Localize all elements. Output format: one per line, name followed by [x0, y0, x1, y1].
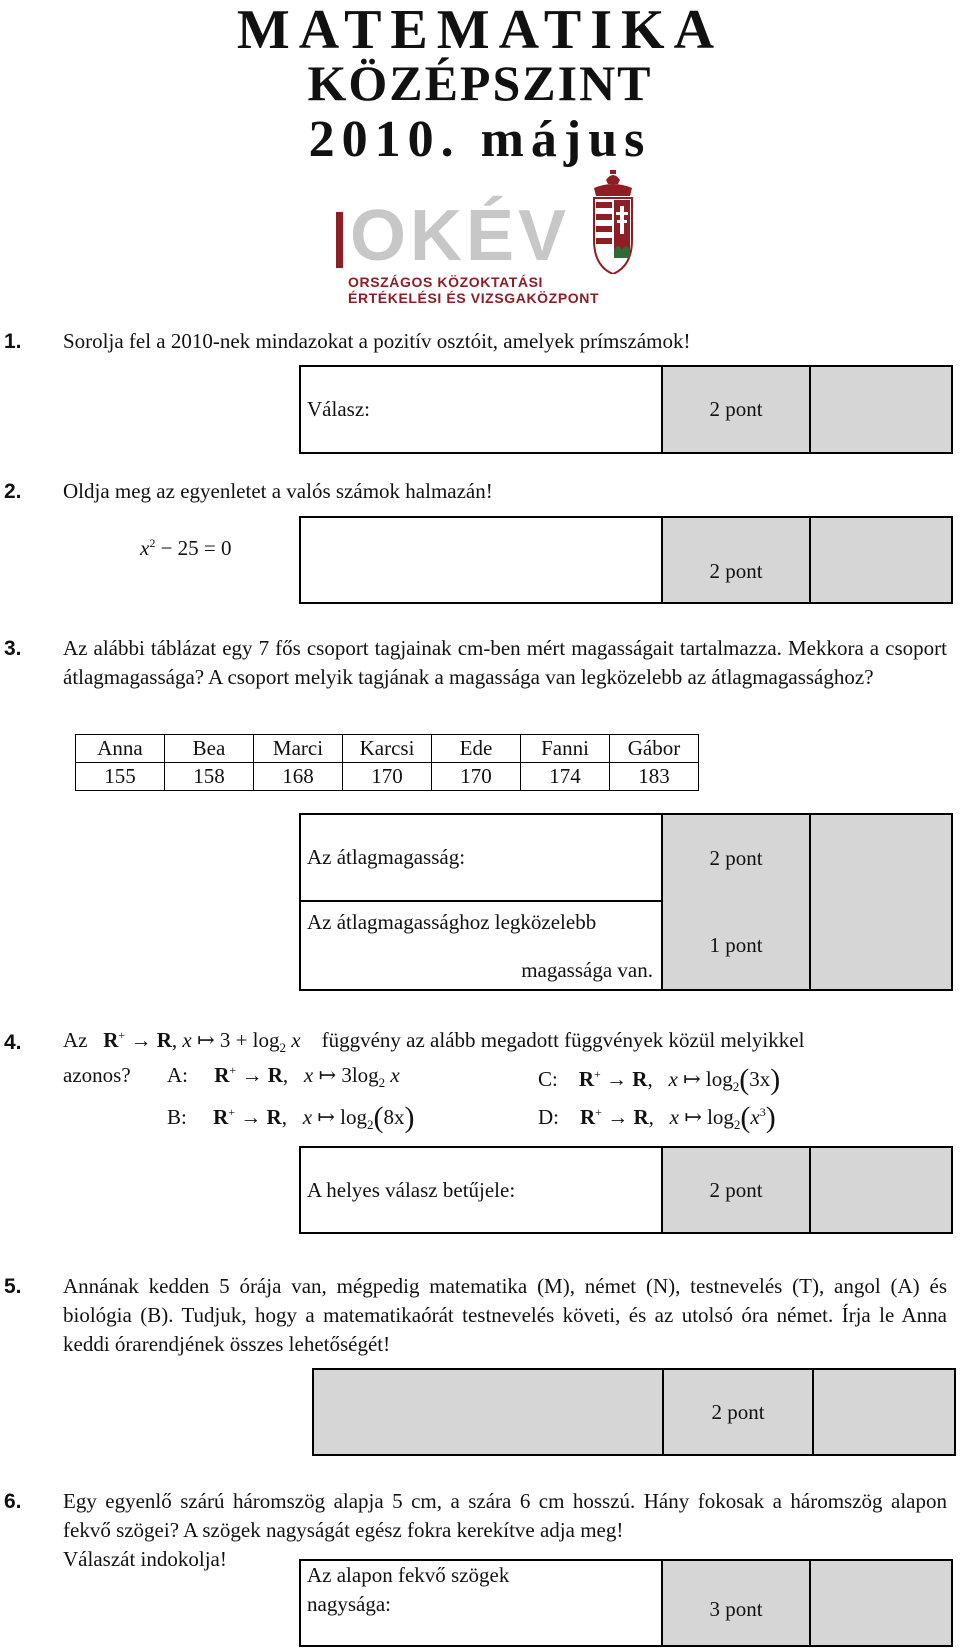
- question-6-score-field[interactable]: [809, 1561, 951, 1645]
- codomain-set: R: [632, 1067, 648, 1091]
- option-b-label: B:: [167, 1105, 187, 1129]
- domain-plus: +: [118, 1028, 126, 1042]
- table-header-cell: Marci: [254, 735, 343, 763]
- logo-subtitle-line1: ORSZÁGOS KÖZOKTATÁSI: [348, 274, 544, 290]
- log-base: 2: [733, 1117, 741, 1133]
- page-title-subject: MATEMATIKA: [236, 0, 724, 61]
- question-4-score-field[interactable]: [809, 1148, 951, 1232]
- question-3-text: Az alábbi táblázat egy 7 fős csoport tagjainak cm-ben mért magasságait tartalmazza. Mekkora a csoport átlagmagassága? A csoport melyik tagjának a magassága van legközelebb az átlagmagassághoz?: [63, 636, 947, 689]
- question-5-points: 2 pont: [662, 1370, 812, 1454]
- question-4-answer-label: A helyes válasz betűjele:: [307, 1177, 516, 1202]
- equation-rest: − 25 = 0: [155, 536, 232, 560]
- question-2-score-field[interactable]: [809, 518, 951, 602]
- question-3-answer2-label-b: magassága van.: [521, 958, 653, 982]
- mapsto-icon: ↦: [683, 1067, 701, 1091]
- table-cell: 155: [76, 763, 165, 791]
- table-cell: 170: [432, 763, 521, 791]
- question-6-answer-label-b: nagysága:: [307, 1592, 391, 1616]
- mapsto-icon: ↦: [317, 1105, 335, 1129]
- question-3-answer2-score-field[interactable]: [809, 902, 951, 989]
- question-4-answer-box: [299, 1146, 953, 1234]
- domain-set: R: [580, 1105, 596, 1129]
- question-4-points: 2 pont: [661, 1148, 809, 1232]
- codomain-set: R: [266, 1105, 282, 1129]
- question-2-equation: [140, 536, 232, 561]
- question-1-score-field[interactable]: [809, 367, 951, 452]
- option-d: D: R+ → R, x ↦ $\log_2(x^3)$: [538, 1101, 776, 1134]
- option-c-argument: 3x: [749, 1067, 771, 1091]
- table-header-cell: Bea: [165, 735, 254, 763]
- variable-x: x: [182, 1028, 192, 1052]
- option-b: B: R+ → R, x ↦ $\log_2(8x)$: [167, 1101, 415, 1134]
- question-6-points: 3 pont: [661, 1561, 809, 1645]
- mapsto-icon: ↦: [318, 1063, 337, 1087]
- domain-plus: +: [228, 1105, 236, 1119]
- variable-x: x: [302, 1105, 313, 1129]
- table-header-cell: Fanni: [521, 735, 610, 763]
- question-5-text: Annának kedden 5 órája van, mégpedig matematika (M), német (N), testnevelés (T), angol (A) és biológia (B). Tudjuk, hogy a matematikaórát testnevelés követi, és az utolsó óra német. Írja le Anna keddi órarendjének összes lehetőségét!: [63, 1274, 947, 1356]
- table-header-cell: Ede: [432, 735, 521, 763]
- coat-of-arms-icon: [588, 170, 638, 274]
- log-base: 2: [279, 1040, 286, 1056]
- question-5-score-field[interactable]: [812, 1370, 954, 1454]
- question-6-text-tail: Válaszát indokolja!: [63, 1547, 227, 1571]
- logo-red-bar: [336, 212, 343, 268]
- codomain-set: R: [633, 1105, 649, 1129]
- question-4-azonos: azonos?: [63, 1063, 131, 1087]
- table-cell: 183: [610, 763, 699, 791]
- variable-x: x: [750, 1105, 760, 1129]
- table-cell: 158: [165, 763, 254, 791]
- variable-x: x: [390, 1063, 400, 1087]
- equation-exponent: 2: [149, 536, 156, 550]
- mapsto-icon: ↦: [684, 1105, 702, 1129]
- arrow-icon: →: [606, 1067, 628, 1091]
- domain-set: R: [578, 1067, 595, 1091]
- question-1-answer-box: [299, 365, 953, 454]
- table-header-cell: Karcsi: [343, 735, 432, 763]
- log-symbol: log: [340, 1105, 367, 1129]
- option-b-argument: 8x: [383, 1105, 405, 1129]
- arrow-icon: →: [607, 1105, 629, 1129]
- question-3-answer-box: [299, 813, 953, 991]
- question-5-answer-area[interactable]: [314, 1370, 662, 1454]
- log-base: 2: [367, 1117, 374, 1133]
- arrow-icon: →: [240, 1105, 262, 1129]
- question-3-answer1-score-field[interactable]: [809, 815, 951, 902]
- domain-plus: +: [229, 1063, 237, 1077]
- domain-plus: +: [595, 1105, 602, 1119]
- table-cell: 174: [521, 763, 610, 791]
- logo-letters: OKÉV: [350, 196, 571, 276]
- question-1-number: 1.: [4, 330, 22, 353]
- page-title-date: 2010. május: [308, 111, 652, 168]
- question-3-answer2-label-a: Az átlagmagassághoz legközelebb: [307, 910, 597, 934]
- question-3-answer2-area: [301, 902, 661, 989]
- log-base: 2: [732, 1079, 740, 1095]
- question-6-answer-box: [299, 1559, 953, 1647]
- logo-subtitle-line2: ÉRTÉKELÉSI ÉS VIZSGAKÖZPONT: [348, 290, 600, 306]
- question-6-answer-area: [301, 1561, 661, 1645]
- question-2-answer-area[interactable]: [301, 518, 661, 602]
- page-title-level: KÖZÉPSZINT: [307, 55, 653, 111]
- arrow-icon: →: [130, 1028, 152, 1052]
- question-1-text: Sorolja fel a 2010-nek mindazokat a pozitív osztóit, amelyek prímszámok!: [63, 329, 691, 353]
- option-a-expression: 3log: [341, 1063, 379, 1087]
- variable-x: x: [669, 1105, 679, 1129]
- table-cell: 170: [343, 763, 432, 791]
- question-2-text: Oldja meg az egyenletet a valós számok halmazán!: [63, 479, 493, 503]
- okev-logo: [336, 170, 636, 305]
- variable-x: x: [668, 1067, 678, 1091]
- question-3-answer1-label: Az átlagmagasság:: [301, 815, 661, 902]
- question-3-number: 3.: [4, 637, 22, 660]
- equation-variable: x: [140, 536, 150, 560]
- variable-x: x: [291, 1028, 301, 1052]
- variable-x: x: [303, 1063, 314, 1087]
- question-5-number: 5.: [4, 1275, 22, 1298]
- option-c-label: C:: [538, 1067, 558, 1091]
- table-header-cell: Gábor: [610, 735, 699, 763]
- table-row: [76, 763, 699, 791]
- question-3-answer2-points: 1 pont: [661, 902, 809, 989]
- log-base: 2: [378, 1075, 386, 1091]
- question-2-answer-box: [299, 516, 953, 604]
- codomain-set: R: [156, 1028, 172, 1052]
- question-1-answer-label: Válasz:: [307, 397, 370, 421]
- mapsto-icon: ↦: [196, 1028, 215, 1052]
- domain-set: R: [213, 1105, 229, 1129]
- question-6-text: Egy egyenlő szárú háromszög alapja 5 cm, a szára 6 cm hosszú. Hány fokosak a háromszög alapon fekvő szögei? A szögek nagyságát egész fokra kerekítve adja meg!: [63, 1489, 947, 1542]
- option-c: C: R+ → R, x ↦ $\log_2(3x)$: [538, 1063, 781, 1096]
- table-header-cell: Anna: [76, 735, 165, 763]
- option-a: A: R+ → R, x ↦ $3\log_2$ x: [167, 1063, 400, 1091]
- arrow-icon: →: [241, 1063, 263, 1087]
- main-function-expression: 3 + log: [219, 1028, 280, 1052]
- intro-tail: függvény az alább megadott függvények közül melyikkel: [321, 1028, 805, 1052]
- option-a-label: A:: [167, 1063, 188, 1087]
- option-d-label: D:: [538, 1105, 559, 1129]
- domain-set: R: [103, 1028, 119, 1052]
- question-6-answer-label-a: Az alapon fekvő szögek: [307, 1563, 510, 1587]
- domain-set: R: [214, 1063, 230, 1087]
- question-5-answer-box: [312, 1368, 956, 1456]
- question-3-answer1-points: 2 pont: [661, 815, 809, 902]
- log-symbol: log: [707, 1105, 734, 1129]
- question-4-number: 4.: [4, 1031, 22, 1054]
- codomain-set: R: [267, 1063, 283, 1087]
- question-2-points: 2 pont: [661, 518, 809, 602]
- question-6-number: 6.: [4, 1490, 22, 1513]
- question-4-intro: Az R+ → R, x ↦ $3 + \log_2 x$ függvény az alább megadott függvények közül melyikkel: [63, 1028, 805, 1056]
- question-2-number: 2.: [4, 480, 22, 503]
- heights-table: [75, 734, 699, 791]
- table-cell: 168: [254, 763, 343, 791]
- domain-plus: +: [594, 1067, 601, 1081]
- option-d-exponent: 3: [759, 1105, 766, 1119]
- question-1-points: 2 pont: [661, 367, 809, 452]
- log-symbol: log: [705, 1067, 733, 1091]
- intro-az: Az: [63, 1028, 88, 1052]
- table-row: [76, 735, 699, 763]
